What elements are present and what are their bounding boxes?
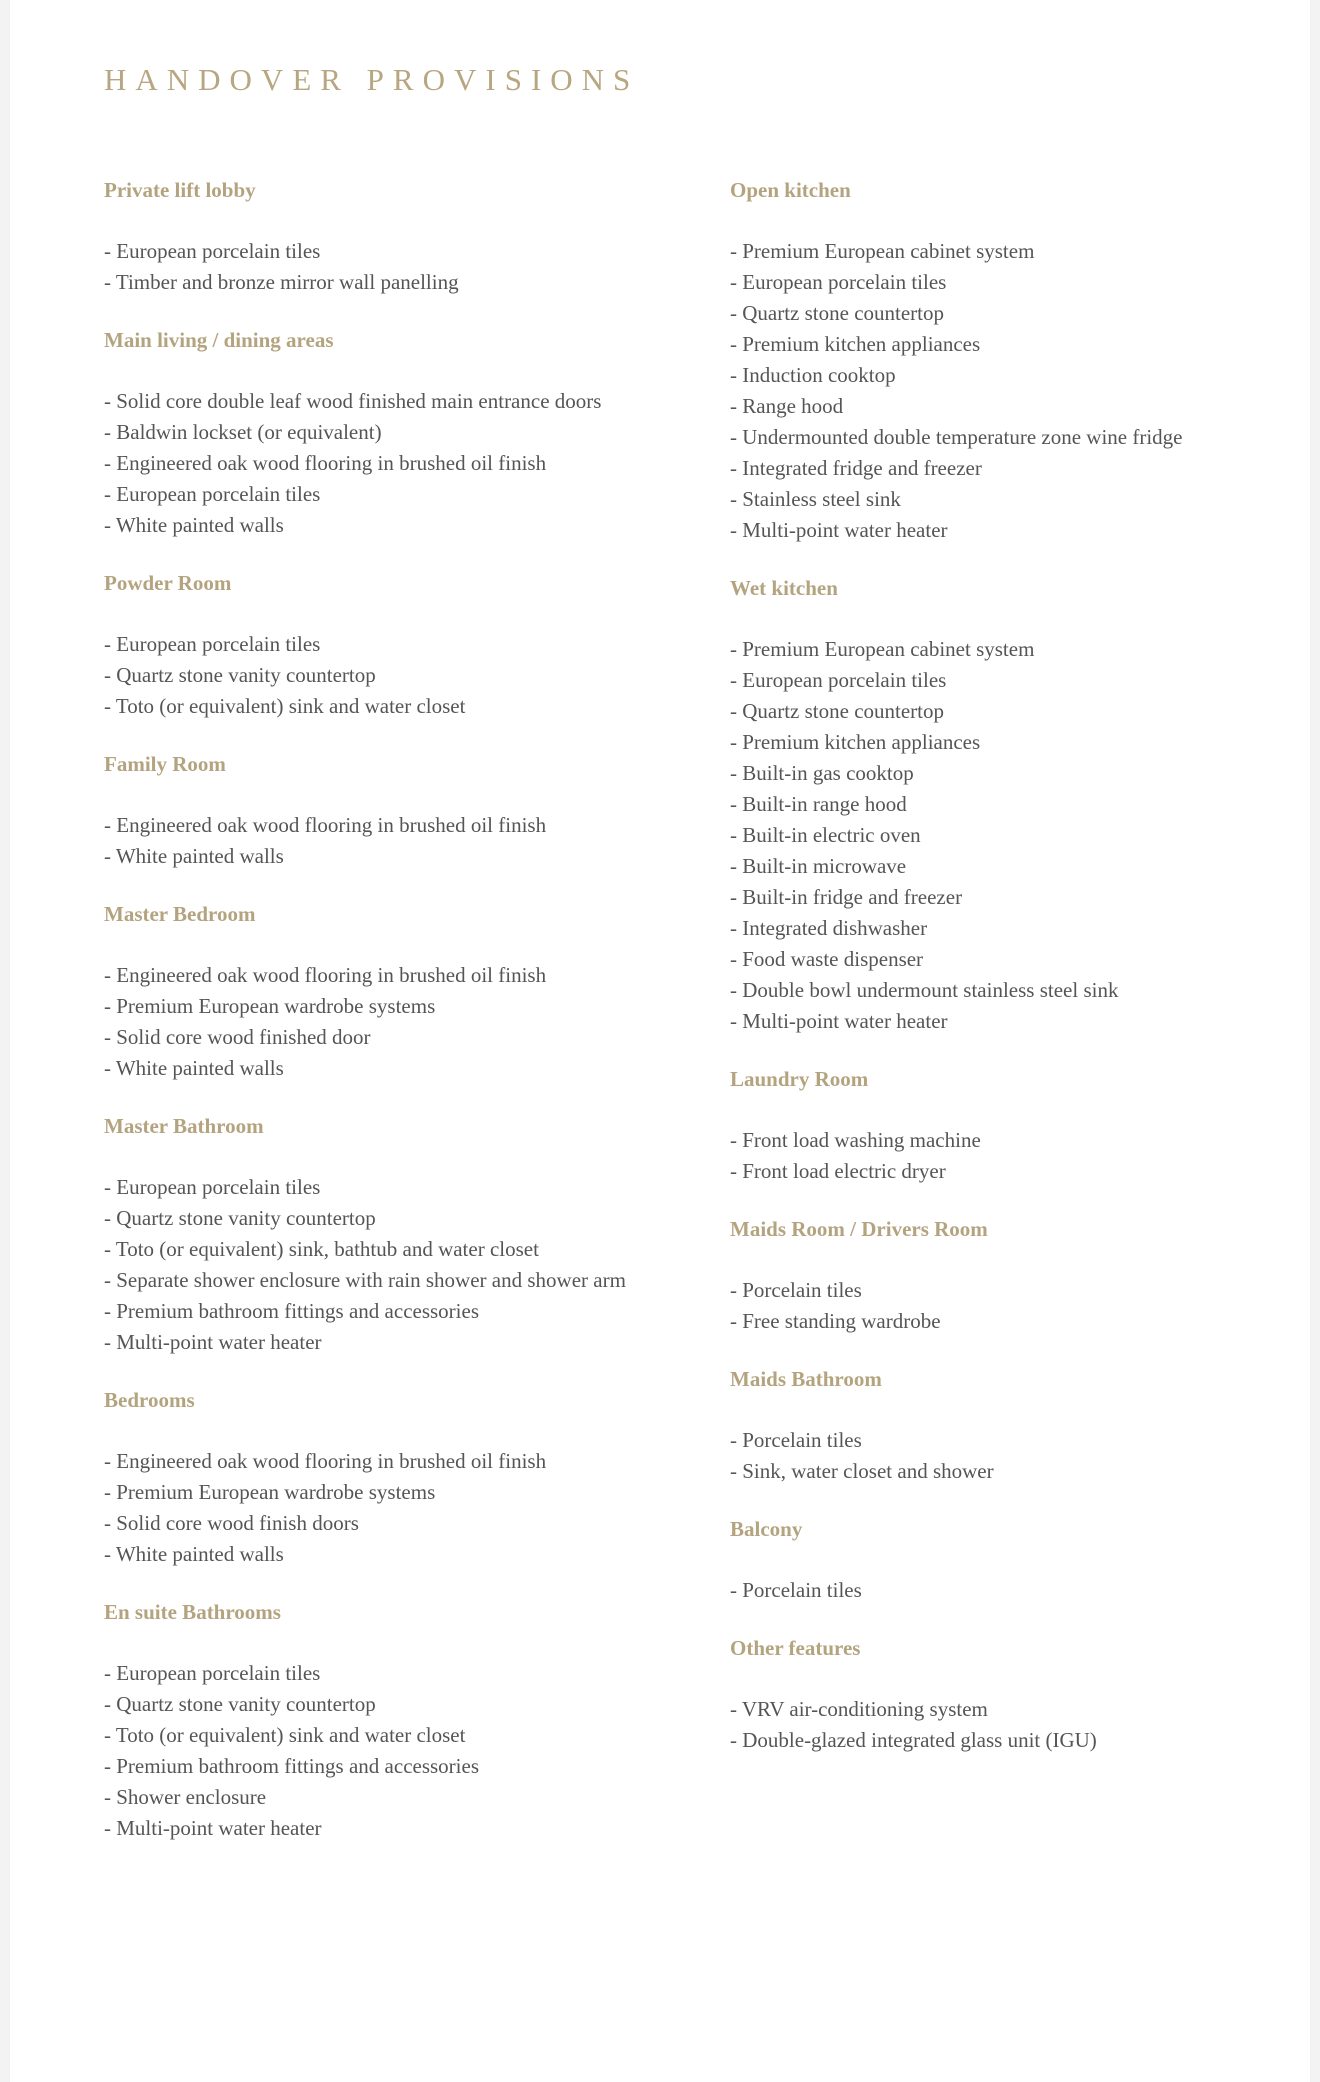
list-item: - Timber and bronze mirror wall panelling	[104, 270, 459, 294]
list-item: - Built-in fridge and freezer	[730, 885, 963, 909]
list-item: - Premium European cabinet system	[730, 637, 1035, 661]
section-maids-bathroom	[730, 1367, 1320, 1487]
list-item: - Multi-point water heater	[104, 1330, 322, 1354]
list-item: - Quartz stone vanity countertop	[104, 1692, 376, 1716]
list-item: - Induction cooktop	[730, 363, 896, 387]
section-other-features	[730, 1636, 1320, 1756]
list-item: - Porcelain tiles	[730, 1428, 862, 1452]
item-list	[104, 1446, 704, 1570]
list-item: - Built-in range hood	[730, 792, 907, 816]
list-item: - Integrated fridge and freezer	[730, 456, 982, 480]
right-column	[730, 178, 1320, 1786]
list-item: - Baldwin lockset (or equivalent)	[104, 420, 382, 444]
list-item: - Toto (or equivalent) sink, bathtub and water closet	[104, 1237, 539, 1261]
list-item: - Toto (or equivalent) sink and water closet	[104, 694, 466, 718]
list-item: - VRV air-conditioning system	[730, 1697, 988, 1721]
list-item: - Solid core double leaf wood finished main entrance doors	[104, 389, 602, 413]
section-master-bathroom	[104, 1114, 704, 1358]
list-item: - Premium European cabinet system	[730, 239, 1035, 263]
item-list	[730, 634, 1320, 1037]
list-item: - White painted walls	[104, 1542, 284, 1566]
list-item: - Free standing wardrobe	[730, 1309, 941, 1333]
item-list	[104, 1172, 704, 1358]
list-item: - Porcelain tiles	[730, 1578, 862, 1602]
section-heading: Maids Room / Drivers Room	[730, 1217, 988, 1241]
item-list	[104, 810, 704, 872]
list-item: - Built-in electric oven	[730, 823, 921, 847]
section-heading: Family Room	[104, 752, 226, 776]
section-laundry-room	[730, 1067, 1320, 1187]
item-list	[730, 1694, 1320, 1756]
list-item: - White painted walls	[104, 1056, 284, 1080]
list-item: - European porcelain tiles	[104, 1661, 321, 1685]
list-item: - Integrated dishwasher	[730, 916, 928, 940]
list-item: - Built-in microwave	[730, 854, 907, 878]
document-page	[10, 0, 1310, 2082]
list-item: - Built-in gas cooktop	[730, 761, 914, 785]
section-heading: Master Bedroom	[104, 902, 256, 926]
list-item: - Double-glazed integrated glass unit (IGU)	[730, 1728, 1097, 1752]
section-heading: Maids Bathroom	[730, 1367, 882, 1391]
list-item: - Multi-point water heater	[730, 518, 948, 542]
list-item: - Quartz stone countertop	[730, 301, 945, 325]
section-private-lift-lobby	[104, 178, 704, 298]
section-powder-room	[104, 571, 704, 722]
list-item: - Food waste dispenser	[730, 947, 924, 971]
section-main-living-dining-areas	[104, 328, 704, 541]
left-column	[104, 178, 704, 1874]
item-list	[104, 1658, 704, 1844]
list-item: - Toto (or equivalent) sink and water closet	[104, 1723, 466, 1747]
list-item: - Solid core wood finished door	[104, 1025, 371, 1049]
list-item: - Quartz stone vanity countertop	[104, 663, 376, 687]
list-item: - European porcelain tiles	[730, 270, 947, 294]
page-title: HANDOVER PROVISIONS	[104, 62, 640, 97]
list-item: - Shower enclosure	[104, 1785, 267, 1809]
item-list	[730, 1275, 1320, 1337]
section-heading: Bedrooms	[104, 1388, 195, 1412]
list-item: - White painted walls	[104, 513, 284, 537]
item-list	[104, 236, 704, 298]
list-item: - Premium European wardrobe systems	[104, 1480, 436, 1504]
list-item: - Engineered oak wood flooring in brushed oil finish	[104, 1449, 547, 1473]
item-list	[104, 960, 704, 1084]
item-list	[730, 1425, 1320, 1487]
list-item: - Undermounted double temperature zone wine fridge	[730, 425, 1183, 449]
item-list	[104, 386, 704, 541]
list-item: - Premium bathroom fittings and accessories	[104, 1754, 479, 1778]
section-heading: Wet kitchen	[730, 576, 838, 600]
list-item: - European porcelain tiles	[104, 632, 321, 656]
list-item: - Premium European wardrobe systems	[104, 994, 436, 1018]
list-item: - European porcelain tiles	[104, 482, 321, 506]
section-family-room	[104, 752, 704, 872]
section-balcony	[730, 1517, 1320, 1606]
list-item: - Porcelain tiles	[730, 1278, 862, 1302]
section-open-kitchen	[730, 178, 1320, 546]
list-item: - Premium bathroom fittings and accessories	[104, 1299, 479, 1323]
section-heading: Open kitchen	[730, 178, 851, 202]
section-wet-kitchen	[730, 576, 1320, 1037]
list-item: - Separate shower enclosure with rain shower and shower arm	[104, 1268, 626, 1292]
item-list	[730, 1575, 1320, 1606]
list-item: - Front load washing machine	[730, 1128, 981, 1152]
list-item: - Quartz stone vanity countertop	[104, 1206, 376, 1230]
list-item: - Engineered oak wood flooring in brushed oil finish	[104, 451, 547, 475]
section-heading: Master Bathroom	[104, 1114, 264, 1138]
section-heading: Powder Room	[104, 571, 232, 595]
section-heading: Balcony	[730, 1517, 803, 1541]
list-item: - European porcelain tiles	[104, 1175, 321, 1199]
list-item: - Multi-point water heater	[730, 1009, 948, 1033]
list-item: - Engineered oak wood flooring in brushed oil finish	[104, 813, 547, 837]
item-list	[730, 1125, 1320, 1187]
section-heading: En suite Bathrooms	[104, 1600, 281, 1624]
item-list	[104, 629, 704, 722]
list-item: - European porcelain tiles	[730, 668, 947, 692]
list-item: - Solid core wood finish doors	[104, 1511, 359, 1535]
list-item: - Stainless steel sink	[730, 487, 901, 511]
list-item: - Premium kitchen appliances	[730, 730, 981, 754]
list-item: - Quartz stone countertop	[730, 699, 945, 723]
list-item: - Double bowl undermount stainless steel sink	[730, 978, 1119, 1002]
list-item: - European porcelain tiles	[104, 239, 321, 263]
section-bedrooms	[104, 1388, 704, 1570]
list-item: - White painted walls	[104, 844, 284, 868]
list-item: - Premium kitchen appliances	[730, 332, 981, 356]
section-en-suite-bathrooms	[104, 1600, 704, 1844]
section-heading: Laundry Room	[730, 1067, 869, 1091]
list-item: - Multi-point water heater	[104, 1816, 322, 1840]
section-maids-room-drivers-room	[730, 1217, 1320, 1337]
item-list	[730, 236, 1320, 546]
list-item: - Range hood	[730, 394, 844, 418]
section-heading: Other features	[730, 1636, 861, 1660]
list-item: - Engineered oak wood flooring in brushed oil finish	[104, 963, 547, 987]
section-master-bedroom	[104, 902, 704, 1084]
section-heading: Private lift lobby	[104, 178, 256, 202]
list-item: - Sink, water closet and shower	[730, 1459, 994, 1483]
list-item: - Front load electric dryer	[730, 1159, 946, 1183]
section-heading: Main living / dining areas	[104, 328, 334, 352]
